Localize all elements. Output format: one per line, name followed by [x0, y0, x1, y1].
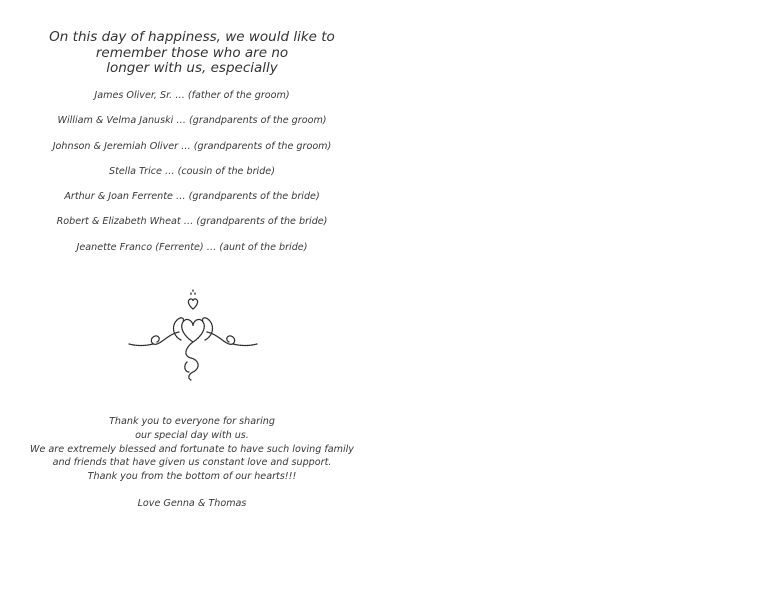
thanks-line-5: Thank you from the bottom of our hearts!!!	[87, 471, 297, 483]
thank-you-message	[22, 415, 362, 484]
memorial-name-4: Stella Trice … (cousin of the bride)	[109, 165, 275, 177]
thanks-line-4: and friends that have given us constant love and support.	[52, 457, 332, 469]
memorial-list	[22, 90, 362, 267]
memorial-name-2: William & Velma Januski … (grandparents of the groom)	[57, 115, 327, 127]
memorial-name-7: Jeanette Franco (Ferrente) … (aunt of the bride)	[76, 241, 308, 253]
heading-line-3: longer with us, especially	[106, 60, 278, 76]
memorial-name-3: Johnson & Jeremiah Oliver … (grandparents of the groom)	[52, 140, 332, 152]
thanks-line-1: Thank you to everyone for sharing	[109, 416, 275, 427]
heading-line-2: remember those who are no	[95, 44, 289, 61]
thanks-line-2: our special day with us.	[135, 429, 249, 441]
heart-scroll-ornament-icon	[125, 288, 261, 384]
memorial-name-1: James Oliver, Sr. … (father of the groom)	[94, 90, 290, 101]
signature: Love Genna & Thomas	[137, 498, 247, 509]
memorial-heading	[22, 30, 362, 77]
memorial-name-6: Robert & Elizabeth Wheat … (grandparents of the bride)	[56, 216, 328, 228]
thanks-line-3: We are extremely blessed and fortunate to have such loving family	[29, 443, 354, 455]
heading-line-1: On this day of happiness, we would like to	[49, 29, 335, 45]
memorial-name-5: Arthur & Joan Ferrente … (grandparents of the bride)	[64, 191, 320, 203]
